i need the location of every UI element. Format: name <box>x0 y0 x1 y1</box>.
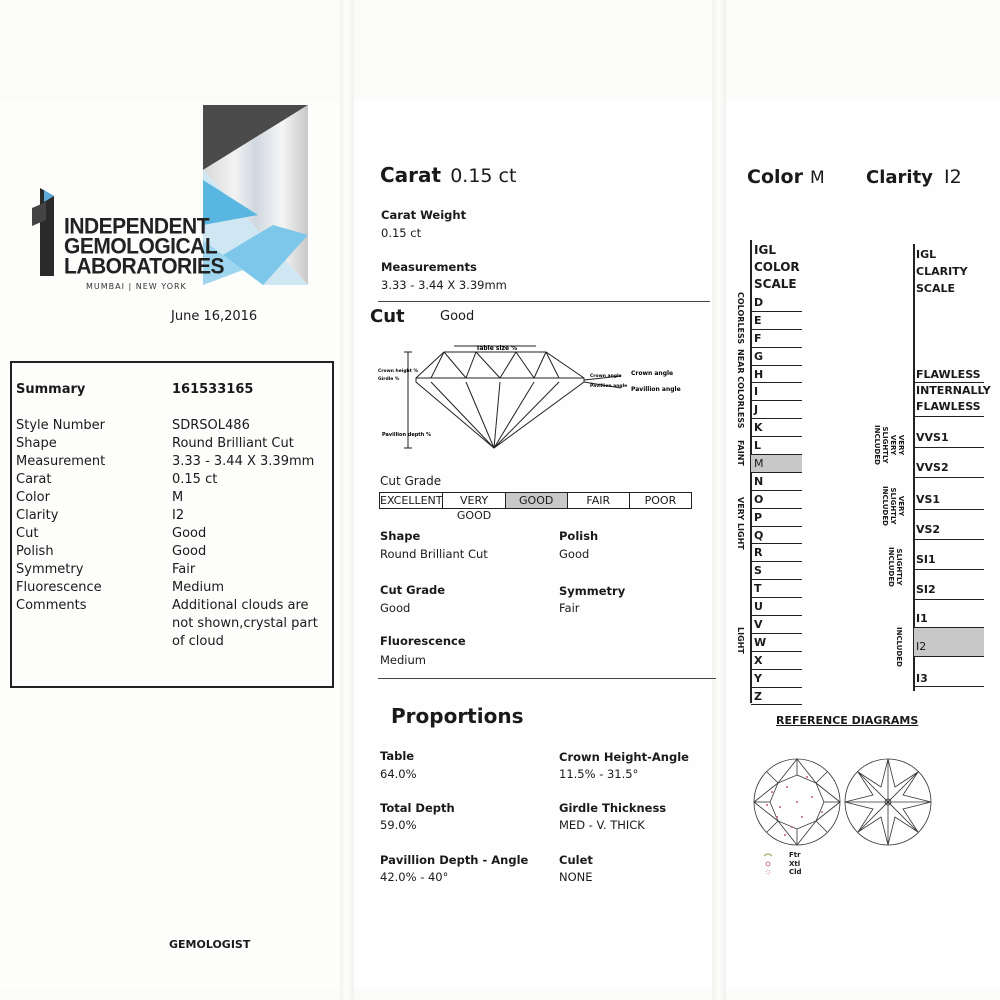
summary-row-label: Fluorescence <box>16 580 102 595</box>
summary-row-label: Symmetry <box>16 562 84 577</box>
measurements-value: 3.33 - 3.44 X 3.39mm <box>381 278 507 292</box>
summary-row-label: Shape <box>16 436 57 451</box>
carat-heading: Carat <box>380 163 442 187</box>
summary-row-value: SDRSOL486 <box>172 418 250 433</box>
color-group-very-light: VERY LIGHT <box>736 497 745 550</box>
cutgrade-value: Good <box>380 601 411 615</box>
color-grade-row: K <box>751 419 802 437</box>
crown-angle-small-label: Crown angle <box>590 374 622 379</box>
culet-label: Culet <box>559 853 593 867</box>
color-scale-title-2: COLOR <box>754 260 800 274</box>
cut-value: Good <box>440 309 475 324</box>
summary-title: Summary <box>16 382 86 397</box>
color-scale-grades <box>751 294 802 705</box>
color-grade-row: G <box>751 348 802 366</box>
color-heading-row <box>747 166 825 188</box>
summary-row-value: 3.33 - 3.44 X 3.39mm <box>172 454 315 469</box>
summary-row-value: Medium <box>172 580 224 595</box>
clarity-value: I2 <box>944 166 962 188</box>
shape-value: Round Brilliant Cut <box>380 547 488 561</box>
color-heading: Color <box>747 166 803 188</box>
cut-grade-cell: EXCELLENT <box>380 494 443 507</box>
clarity-grade-row: VVS2 <box>914 458 984 478</box>
reference-heading: REFERENCE DIAGRAMS <box>776 714 919 727</box>
report-date: June 16,2016 <box>171 309 258 324</box>
clarity-group-si: SLIGHTLY INCLUDED <box>887 547 903 587</box>
table-value: 64.0% <box>380 767 417 781</box>
total-depth-value: 59.0% <box>380 818 417 832</box>
color-value: M <box>810 168 825 188</box>
summary-row-value: Fair <box>172 562 196 577</box>
summary-row-label: Carat <box>16 472 52 487</box>
summary-row-label: Measurement <box>16 454 106 469</box>
clarity-grade-row: VVS1 <box>914 428 984 448</box>
plot-diagram-top <box>752 757 842 847</box>
color-grade-row: V <box>751 616 802 634</box>
color-grade-row: X <box>751 652 802 670</box>
shape-label: Shape <box>380 529 421 543</box>
summary-row-value: M <box>172 490 184 505</box>
clarity-group-included: INCLUDED <box>895 627 903 667</box>
legend-labels <box>789 851 802 877</box>
summary-row-label: Comments <box>16 598 87 613</box>
color-grade-row: T <box>751 580 802 598</box>
color-grade-row: U <box>751 598 802 616</box>
culet-value: NONE <box>559 870 593 884</box>
color-grade-row: H <box>751 366 802 384</box>
pavilion-angle-label: Pavillion angle <box>631 386 681 393</box>
clarity-heading-row <box>866 166 962 188</box>
crown-label: Crown Height-Angle <box>559 750 689 764</box>
clarity-scale-title-2: CLARITY <box>916 265 968 278</box>
color-grade-row: S <box>751 562 802 580</box>
carat-weight-value: 0.15 ct <box>381 226 422 240</box>
symmetry-label: Symmetry <box>559 584 626 598</box>
clarity-grade-row: I3 <box>914 671 984 687</box>
color-group-near-colorless: NEAR COLORLESS <box>736 349 745 429</box>
summary-row-value: I2 <box>172 508 185 523</box>
clarity-grade-row: I2 <box>914 628 984 657</box>
legend-crystal: Xtl <box>789 859 801 868</box>
carat-heading-row <box>380 163 516 187</box>
logo-line-3: LABORATORIES <box>64 254 225 279</box>
color-grade-row: L <box>751 437 802 455</box>
diamond-profile-diagram <box>376 340 696 455</box>
color-grade-row: R <box>751 544 802 562</box>
fluorescence-label: Fluorescence <box>380 634 466 648</box>
color-grade-row: I <box>751 383 802 401</box>
pavilion-depth-label: Pavillion depth % <box>382 432 432 438</box>
pavilion-depth-angle-value: 42.0% - 40° <box>380 870 449 884</box>
logo-locations: MUMBAI | NEW YORK <box>86 282 187 291</box>
table-size-label: Table size % <box>476 345 518 352</box>
girdle-thickness-label: Girdle Thickness <box>559 801 667 815</box>
clarity-group-vvsi: VERY VERY SLIGHTLY INCLUDED <box>873 425 905 465</box>
igl-logo-mark <box>32 188 62 278</box>
gemologist-label: GEMOLOGIST <box>169 938 251 951</box>
clarity-grade-row: INTERNALLY FLAWLESS <box>914 383 984 417</box>
summary-row-value: Good <box>172 544 207 559</box>
clarity-grade-row: VS1 <box>914 490 984 510</box>
pavilion-depth-angle-label: Pavillion Depth - Angle <box>380 853 529 867</box>
pavilion-angle-small-label: Pavillion angle <box>590 384 628 389</box>
girdle-label: Girdle % <box>378 377 400 382</box>
summary-row-label: Cut <box>16 526 39 541</box>
clarity-group-vsi: VERY SLIGHTLY INCLUDED <box>881 486 905 526</box>
table-label: Table <box>380 749 415 763</box>
crown-height-label: Crown height % <box>378 369 418 374</box>
cut-grade-cell: FAIR <box>568 493 630 508</box>
color-grade-row: N <box>751 473 802 491</box>
clarity-scale-title-1: IGL <box>916 248 937 261</box>
summary-row-value: Round Brilliant Cut <box>172 436 294 451</box>
color-grade-row: W <box>751 634 802 652</box>
fold-right <box>712 0 726 1000</box>
carat-value: 0.15 ct <box>450 165 517 187</box>
color-grade-row: Y <box>751 670 802 688</box>
divider-carat <box>378 301 710 302</box>
divider-details <box>378 678 716 679</box>
summary-row-label: Polish <box>16 544 54 559</box>
cut-grade-scale-label: Cut Grade <box>380 474 442 488</box>
cutgrade-label: Cut Grade <box>380 583 446 597</box>
cut-grade-cell: GOOD <box>506 493 568 508</box>
summary-row-label: Style Number <box>16 418 106 433</box>
clarity-scale-title <box>916 246 968 297</box>
plot-diagram-bottom <box>843 757 933 847</box>
color-grade-row: O <box>751 491 802 509</box>
summary-row-value: Additional clouds are not shown,crystal part of cloud <box>172 598 318 649</box>
color-grade-row: D <box>751 294 802 312</box>
cut-grade-cell: VERY GOOD <box>443 493 505 508</box>
color-group-light: LIGHT <box>736 627 745 654</box>
color-grade-row: F <box>751 330 802 348</box>
color-grade-row: M <box>751 455 802 473</box>
color-group-faint: FAINT <box>736 440 745 466</box>
cut-heading: Cut <box>370 306 405 327</box>
color-group-colorless: COLORLESS <box>736 292 745 345</box>
cut-grade-scale <box>379 492 692 522</box>
fluorescence-value: Medium <box>380 653 426 667</box>
legend-feather: Ftr <box>789 851 801 859</box>
measurements-label: Measurements <box>381 260 477 274</box>
summary-row-label: Clarity <box>16 508 59 523</box>
carat-weight-label: Carat Weight <box>381 208 467 222</box>
clarity-heading: Clarity <box>866 167 933 188</box>
proportions-heading: Proportions <box>391 704 524 728</box>
cut-grade-cell: POOR <box>644 494 677 507</box>
polish-value: Good <box>559 547 590 561</box>
color-grade-row: Z <box>751 688 802 706</box>
clarity-grade-row: SI2 <box>914 580 984 600</box>
logo-line-2: GEMOLOGICAL <box>64 234 218 259</box>
clarity-grade-row: FLAWLESS <box>914 366 984 383</box>
summary-row-value: Good <box>172 526 207 541</box>
clarity-grade-row: I1 <box>914 610 984 628</box>
summary-row-label: Color <box>16 490 50 505</box>
legend-symbols <box>763 852 773 878</box>
fold-left <box>340 0 354 1000</box>
color-grade-row: E <box>751 312 802 330</box>
color-scale-title-1: IGL <box>754 243 776 257</box>
clarity-grade-row: SI1 <box>914 550 984 570</box>
logo-line-1: INDEPENDENT <box>64 214 210 239</box>
symmetry-value: Fair <box>559 601 580 615</box>
total-depth-label: Total Depth <box>380 801 455 815</box>
clarity-grade-row: VS2 <box>914 520 984 540</box>
summary-number: 161533165 <box>172 382 254 397</box>
crown-angle-label: Crown angle <box>631 370 674 377</box>
polish-label: Polish <box>559 529 599 543</box>
clarity-scale-title-3: SCALE <box>916 282 956 295</box>
summary-row-value: 0.15 ct <box>172 472 218 487</box>
crown-value: 11.5% - 31.5° <box>559 767 639 781</box>
summary-box <box>10 361 334 688</box>
girdle-thickness-value: MED - V. THICK <box>559 818 645 832</box>
color-grade-row: P <box>751 509 802 527</box>
color-scale-title-3: SCALE <box>754 277 797 291</box>
color-grade-row: J <box>751 401 802 419</box>
color-grade-row: Q <box>751 527 802 545</box>
legend-cloud: Cld <box>789 868 802 876</box>
color-scale-title <box>754 242 800 293</box>
